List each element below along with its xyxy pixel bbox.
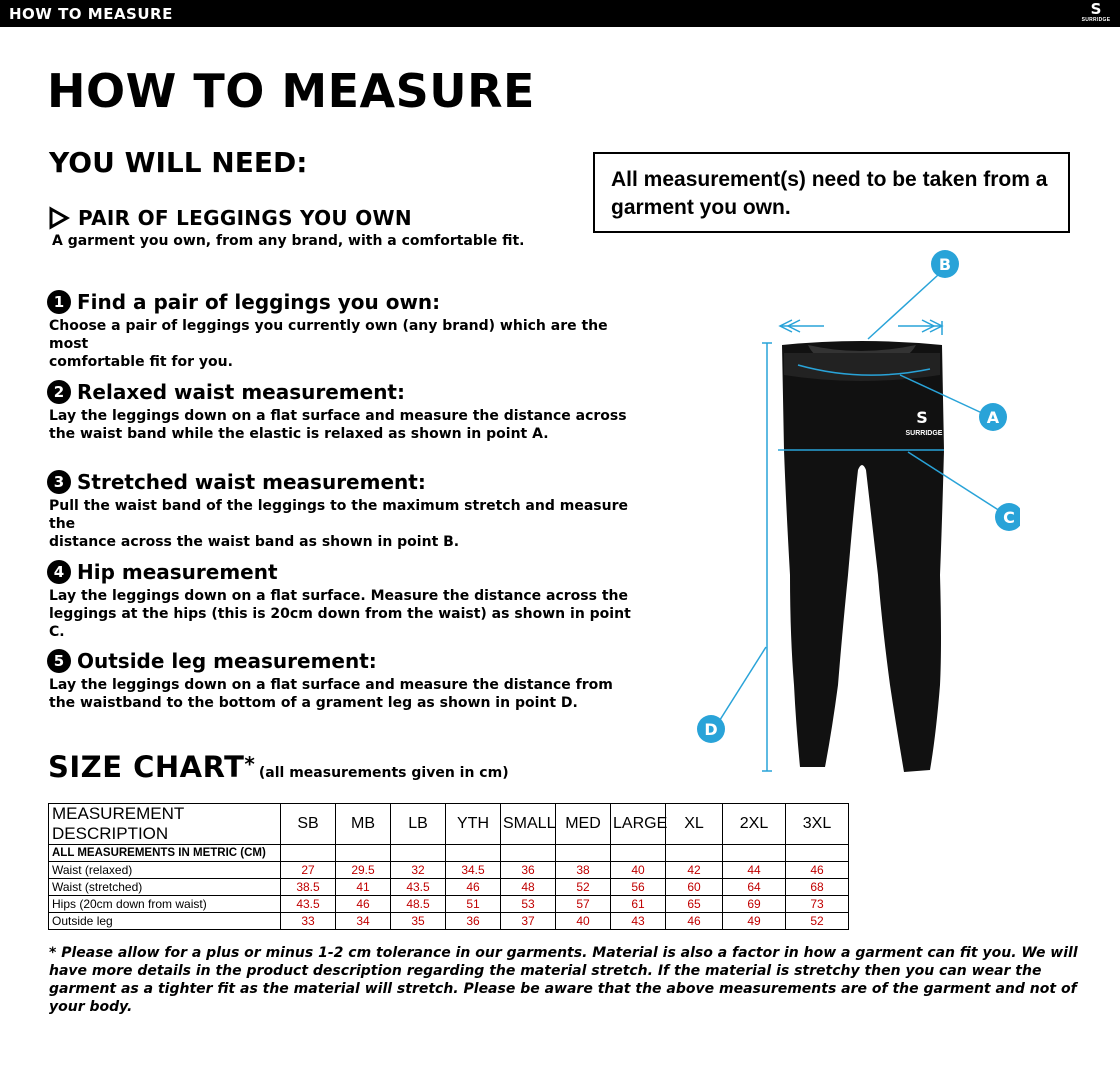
step-4 bbox=[47, 559, 647, 641]
cell-value: 46 bbox=[336, 896, 391, 913]
cell-value: 49 bbox=[723, 913, 786, 930]
row-label: Outside leg bbox=[49, 913, 281, 930]
logo-mark: S bbox=[1090, 0, 1102, 18]
cell-value: 73 bbox=[786, 896, 849, 913]
garment-logo-text: SURRIDGE bbox=[905, 430, 943, 437]
marker-b bbox=[931, 250, 959, 278]
table-row bbox=[49, 879, 849, 896]
cell-value: 43.5 bbox=[391, 879, 446, 896]
top-bar bbox=[0, 0, 1120, 27]
column-header: YTH bbox=[446, 804, 501, 845]
step-body: Lay the leggings down on a flat surface and measure the distance from the waistband to the bottom of a grament leg as shown in point D. bbox=[49, 677, 613, 711]
number-4-icon: 4 bbox=[47, 560, 71, 584]
column-header: LB bbox=[391, 804, 446, 845]
number-3-icon: 3 bbox=[47, 470, 71, 494]
step-body: Lay the leggings down on a flat surface and measure the distance across the waist band while the elastic is relaxed as shown in point A. bbox=[49, 408, 627, 442]
metric-row bbox=[49, 845, 849, 862]
cell-value: 68 bbox=[786, 879, 849, 896]
cell-value: 41 bbox=[336, 879, 391, 896]
cell-value: 60 bbox=[666, 879, 723, 896]
cell-value: 46 bbox=[666, 913, 723, 930]
cell-value: 37 bbox=[501, 913, 556, 930]
step-title: Hip measurement bbox=[77, 560, 278, 584]
tolerance-footnote: * Please allow for a plus or minus 1-2 cm tolerance in our garments. Material is also a factor in how a garment can fit you. We will have more details in the product description regarding the material stretch. If the material is stretchy then you can wear the garment as a tighter fit as the material will stretch. Please be aware that the above measurements are of the garment and not of your body. bbox=[49, 945, 1078, 1015]
need-item-description: A garment you own, from any brand, with a comfortable fit. bbox=[52, 233, 525, 249]
cell-value: 57 bbox=[556, 896, 611, 913]
logo-text: SURRIDGE bbox=[1081, 17, 1111, 23]
leader-d bbox=[718, 647, 766, 723]
cell-value: 61 bbox=[611, 896, 666, 913]
cell-value: 46 bbox=[786, 862, 849, 879]
top-bar-title: HOW TO MEASURE bbox=[9, 5, 173, 23]
column-header: MEASUREMENT DESCRIPTION bbox=[49, 804, 281, 845]
cell-value: 34 bbox=[336, 913, 391, 930]
cell-value: 52 bbox=[556, 879, 611, 896]
cell-value: 48 bbox=[501, 879, 556, 896]
cell-value: 65 bbox=[666, 896, 723, 913]
cell-value: 43.5 bbox=[281, 896, 336, 913]
table-row bbox=[49, 913, 849, 930]
column-header: MED bbox=[556, 804, 611, 845]
column-header: 3XL bbox=[786, 804, 849, 845]
metric-label: ALL MEASUREMENTS IN METRIC (CM) bbox=[49, 845, 281, 862]
cell-value: 36 bbox=[446, 913, 501, 930]
leggings-measurement-diagram bbox=[690, 245, 1020, 780]
page-title: HOW TO MEASURE bbox=[47, 64, 535, 118]
cell-value: 44 bbox=[723, 862, 786, 879]
number-5-icon: 5 bbox=[47, 649, 71, 673]
svg-text:C: C bbox=[1003, 508, 1015, 527]
cell-value: 42 bbox=[666, 862, 723, 879]
column-header: SMALL bbox=[501, 804, 556, 845]
size-chart-asterisk: * bbox=[244, 752, 255, 776]
step-3 bbox=[47, 469, 647, 551]
svg-text:A: A bbox=[986, 408, 1000, 427]
cell-value: 69 bbox=[723, 896, 786, 913]
notice-text: All measurement(s) need to be taken from a garment you own. bbox=[611, 168, 1048, 219]
row-label: Waist (relaxed) bbox=[49, 862, 281, 879]
step-title: Relaxed waist measurement: bbox=[77, 380, 405, 404]
row-label: Hips (20cm down from waist) bbox=[49, 896, 281, 913]
step-body: Lay the leggings down on a flat surface. Measure the distance across the leggings at the hips (this is 20cm down from the waist) as shown in point C. bbox=[49, 588, 631, 640]
cell-value: 43 bbox=[611, 913, 666, 930]
column-header: SB bbox=[281, 804, 336, 845]
step-body: Pull the waist band of the leggings to the maximum stretch and measure the distance across the waist band as shown in point B. bbox=[49, 498, 628, 550]
size-chart-heading bbox=[48, 750, 509, 784]
svg-text:B: B bbox=[938, 255, 952, 274]
step-1 bbox=[47, 289, 647, 371]
step-title: Find a pair of leggings you own: bbox=[77, 290, 441, 314]
cell-value: 52 bbox=[786, 913, 849, 930]
leggings-body bbox=[782, 341, 944, 772]
cell-value: 40 bbox=[556, 913, 611, 930]
cell-value: 46 bbox=[446, 879, 501, 896]
step-body: Choose a pair of leggings you currently own (any brand) which are the most comfortable fit for you. bbox=[49, 318, 608, 370]
number-2-icon: 2 bbox=[47, 380, 71, 404]
cell-value: 35 bbox=[391, 913, 446, 930]
size-header-row bbox=[49, 804, 849, 845]
step-5 bbox=[47, 648, 647, 712]
cell-value: 51 bbox=[446, 896, 501, 913]
column-header: MB bbox=[336, 804, 391, 845]
svg-text:D: D bbox=[704, 720, 718, 739]
need-item-label: PAIR OF LEGGINGS YOU OWN bbox=[78, 206, 412, 230]
play-triangle-icon bbox=[48, 206, 70, 230]
notice-box bbox=[593, 152, 1070, 233]
size-chart-table bbox=[48, 803, 849, 930]
cell-value: 40 bbox=[611, 862, 666, 879]
cell-value: 38.5 bbox=[281, 879, 336, 896]
surridge-logo bbox=[1076, 2, 1116, 26]
column-header: LARGE bbox=[611, 804, 666, 845]
cell-value: 64 bbox=[723, 879, 786, 896]
garment-logo-mark: S bbox=[916, 408, 928, 427]
table-row bbox=[49, 862, 849, 879]
cell-value: 48.5 bbox=[391, 896, 446, 913]
cell-value: 27 bbox=[281, 862, 336, 879]
column-header: XL bbox=[666, 804, 723, 845]
step-2 bbox=[47, 379, 647, 443]
row-label: Waist (stretched) bbox=[49, 879, 281, 896]
cell-value: 32 bbox=[391, 862, 446, 879]
cell-value: 56 bbox=[611, 879, 666, 896]
column-header: 2XL bbox=[723, 804, 786, 845]
cell-value: 29.5 bbox=[336, 862, 391, 879]
size-chart-note: (all measurements given in cm) bbox=[258, 765, 509, 781]
step-title: Stretched waist measurement: bbox=[77, 470, 426, 494]
cell-value: 53 bbox=[501, 896, 556, 913]
marker-d bbox=[697, 715, 725, 743]
table-row bbox=[49, 896, 849, 913]
need-item bbox=[48, 205, 412, 231]
step-title: Outside leg measurement: bbox=[77, 649, 377, 673]
cell-value: 36 bbox=[501, 862, 556, 879]
size-chart-title: SIZE CHART bbox=[48, 750, 245, 784]
number-1-icon: 1 bbox=[47, 290, 71, 314]
marker-c bbox=[995, 503, 1020, 531]
cell-value: 38 bbox=[556, 862, 611, 879]
you-will-need-title: YOU WILL NEED: bbox=[49, 146, 308, 179]
marker-a bbox=[979, 403, 1007, 431]
cell-value: 34.5 bbox=[446, 862, 501, 879]
leggings-illustration bbox=[782, 341, 944, 772]
cell-value: 33 bbox=[281, 913, 336, 930]
